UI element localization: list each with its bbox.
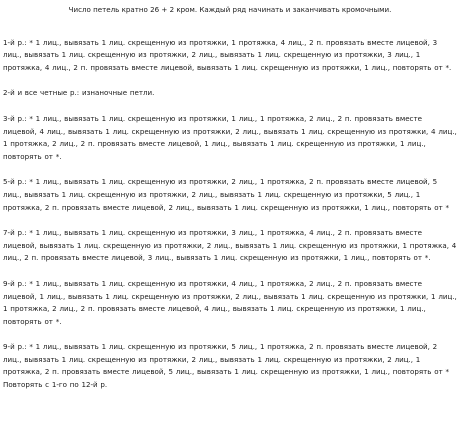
row-9b-instructions xyxy=(3,341,457,379)
row-text: * 1 лиц., вывязать 1 лиц. скрещенную из протяжки, 3 лиц., 1 протяжка, 4 лиц., 2 п. провязать вместе лицевой, вывязать 1 лиц. скрещенную из протяжки, 2 лиц., вывязать 1 лиц. скрещенную из протяжки, 1 протяжка, 4 лиц., 2 п. провязать вместе лицевой, 3 лиц., вывязать 1 лиц. скрещенную из протяжки, 1 лиц., повторять от *. xyxy=(3,228,457,263)
row-label: 9-й р.: xyxy=(3,342,27,352)
row-label: 5-й р.: xyxy=(3,177,27,187)
pattern-header: Число петель кратно 26 + 2 кром. Каждый ряд начинать и заканчивать кромочными. xyxy=(68,5,392,14)
row-text: * 1 лиц., вывязать 1 лиц. скрещенную из протяжки, 1 лиц., 1 протяжка, 2 лиц., 2 п. провязать вместе лицевой, 4 лиц., вывязать 1 лиц. скрещенную из протяжки, 2 лиц., вывязать 1 лиц. скрещенную из протяжки, 4 лиц., 1 протяжка, 2 лиц., 2 п. провязать вместе лицевой, 1 лиц., вывязать 1 лиц. скрещенную из протяжки, 1 лиц., повторять от *. xyxy=(3,113,457,161)
row-label: 2-й и все четные р.: xyxy=(3,88,80,98)
row-9-instructions xyxy=(3,278,457,328)
repeat-footer: Повторять с 1-го по 12-й р. xyxy=(3,380,108,390)
row-text: изнаночные петли. xyxy=(79,88,155,98)
row-text: * 1 лиц., вывязать 1 лиц. скрещенную из протяжки, 5 лиц., 1 протяжка, 2 п. провязать вместе лицевой, 2 лиц., вывязать 1 лиц. скрещенную из протяжки, 2 лиц., вывязать 1 лиц. скрещенную из протяжки, 2 лиц., 1 протяжка, 2 п. провязать вместе лицевой, 5 лиц., вывязать 1 лиц. скрещенную из протяжки, 1 лиц., повторять от * xyxy=(3,342,450,377)
row-label: 1-й р.: xyxy=(3,37,27,47)
row-label: 7-й р.: xyxy=(3,228,27,238)
row-5-instructions xyxy=(3,176,457,214)
row-7-instructions xyxy=(3,227,457,265)
row-text: * 1 лиц., вывязать 1 лиц. скрещенную из протяжки, 1 протяжка, 4 лиц., 2 п. провязать вместе лицевой, 3 лиц., вывязать 1 лиц. скрещенную из протяжки, 2 лиц., вывязать 1 лиц. скрещенную из протяжки, 3 лиц., 1 протяжка, 4 лиц., 2 п. провязать вместе лицевой, вывязать 1 лиц. скрещенную из протяжки, 1 лиц., повторять от *. xyxy=(3,37,452,72)
document-page xyxy=(3,4,457,392)
row-3-instructions xyxy=(3,113,457,163)
row-even-instructions xyxy=(3,87,457,100)
row-label: 9-й р.: xyxy=(3,278,27,288)
row-text: * 1 лиц., вывязать 1 лиц. скрещенную из протяжки, 4 лиц., 1 протяжка, 2 лиц., 2 п. провязать вместе лицевой, 1 лиц., вывязать 1 лиц. скрещенную из протяжки, 2 лиц., вывязать 1 лиц. скрещенную из протяжки, 1 лиц., 1 протяжка, 2 лиц., 2 п. провязать вместе лицевой, 4 лиц., вывязать 1 лиц. скрещенную из протяжки, 1 лиц., повторять от *. xyxy=(3,278,457,326)
row-label: 3-й р.: xyxy=(3,113,27,123)
row-text: * 1 лиц., вывязать 1 лиц. скрещенную из протяжки, 2 лиц., 1 протяжка, 2 п. провязать вместе лицевой, 5 лиц., вывязать 1 лиц. скрещенную из протяжки, 2 лиц., вывязать 1 лиц. скрещенную из протяжки, 5 лиц., 1 протяжка, 2 п. провязать вместе лицевой, 2 лиц., вывязать 1 лиц. скрещенную из протяжки, 1 лиц., повторять от * xyxy=(3,177,450,212)
row-1-instructions xyxy=(3,37,457,75)
